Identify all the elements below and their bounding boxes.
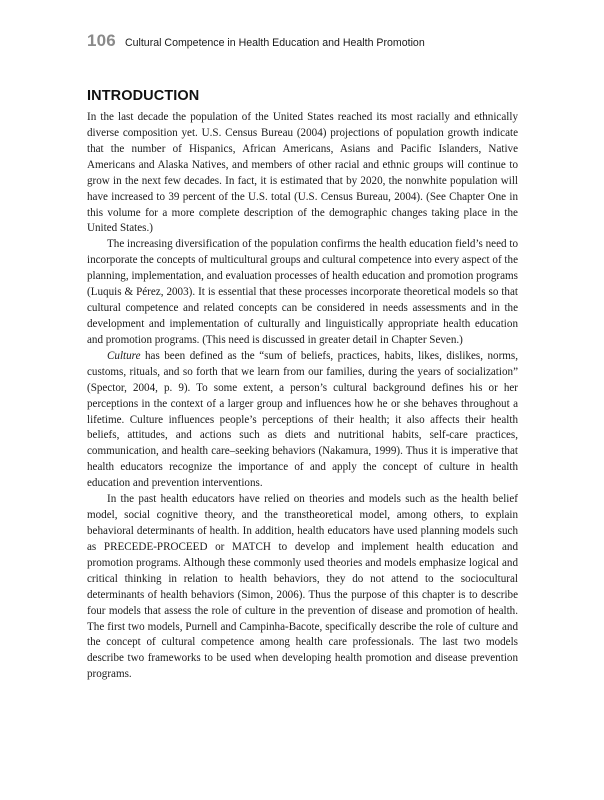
running-title: Cultural Competence in Health Education and Health Promotion: [124, 37, 425, 49]
section-heading: INTRODUCTION: [87, 88, 200, 104]
page-number: 106: [87, 31, 116, 50]
culture-term: Culture: [107, 349, 141, 362]
body-text: [87, 110, 518, 683]
paragraph-4: In the past health educators have relied on theories and models such as the health belief model, social cognitive theory, and the transtheoretical model, among others, to explain behavioral determinants of health. In addition, health educators have used planning models such as PRECEDE-PROCEED or MATCH to develop and implement health education and promotion programs. Although these commonly used theories and models emphasize logical and critical thinking in relation to health behaviors, they do not attend to the sociocultural determinants of health behaviors (Simon, 2006). Thus the purpose of this chapter is to describe four models that assess the role of culture in the prevention of disease and promotion of health. The first two models, Purnell and Campinha-Bacote, specifically describe the role of culture and the concept of cultural competence among health care professionals. The last two models describe two frameworks to be used when developing health promotion and disease prevention programs.: [87, 493, 518, 681]
paragraph-3-text: has been defined as the “sum of beliefs, practices, habits, likes, dislikes, norms, customs, rituals, and so forth that we learn from our families, during the years of socialization” (Spector, 2004, p. 9). To some extent, a person’s cultural background defines his or her perceptions in the context of a larger group and influences how he or she behaves throughout a lifetime. Culture influences people’s perceptions of their health; it also affects their health beliefs, attitudes, and actions such as diets and nutritional habits, self-care practices, communication, and health care–seeking behaviors (Nakamura, 1999). Thus it is imperative that health educators recognize the importance of and apply the concept of culture in health education and prevention interventions.: [87, 349, 518, 490]
running-head: [87, 31, 425, 51]
paragraph-3: [87, 349, 518, 492]
paragraph-1: In the last decade the population of the United States reached its most racially and ethnically diverse composition yet. U.S. Census Bureau (2004) projections of population growth indicate that the number of Hispanics, African Americans, Asians and Pacific Islanders, Native Americans and Alaska Natives, and members of other racial and ethnic groups will continue to grow in the next few decades. In fact, it is estimated that by 2020, the nonwhite population will have increased to 39 percent of the U.S. total (U.S. Census Bureau, 2004). (See Chapter One in this volume for a more complete description of the demographic changes taking place in the United States.): [87, 111, 518, 235]
paragraph-2: The increasing diversification of the population confirms the health education field’s need to incorporate the concepts of multicultural groups and cultural competence into every aspect of the planning, implementation, and evaluation processes of health education and promotion programs (Luquis & Pérez, 2003). It is essential that these processes incorporate theoretical models so that cultural competence and related concepts can be considered in needs assessments and in the development and implementation of culturally and linguistically appropriate health education and promotion programs. (This need is discussed in greater detail in Chapter Seven.): [87, 238, 518, 346]
